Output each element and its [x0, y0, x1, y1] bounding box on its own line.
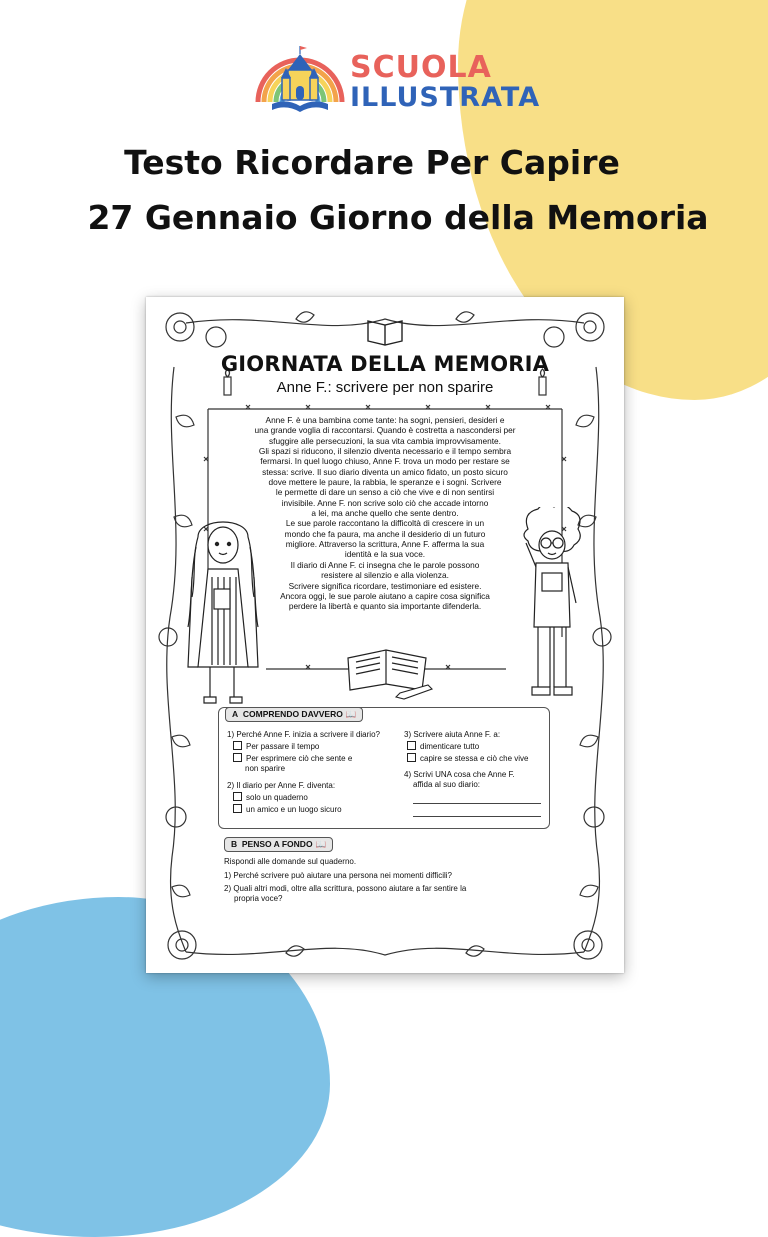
answer-line[interactable] [413, 816, 541, 817]
body-line: Scrivere significa ricordare, testimoniare ed esistere. [288, 580, 482, 591]
question-3: 3) Scrivere aiuta Anne F. a: [404, 730, 501, 739]
worksheet-body-text [226, 415, 544, 612]
body-line: Ancora oggi, le sue parole aiutano a capire cosa significa [280, 590, 490, 601]
pencil-icon [394, 683, 434, 701]
body-line: sfuggire alle persecuzioni, la sua vita cambia improvvisamente. [269, 435, 501, 446]
body-line: Anne F. è una bambina come tante: ha sogni, pensieri, desideri e [265, 415, 505, 425]
brand-name-line2: ILLUSTRATA [350, 82, 541, 113]
rainbow-castle-logo-icon [250, 40, 350, 118]
option-label: Per esprimere ciò che sente e [246, 754, 353, 763]
book-icon: 📖 [345, 709, 357, 719]
section-b-intro: Rispondi alle domande sul quaderno. [224, 857, 357, 866]
body-line: dove mettere le paure, la rabbia, le speranze e i sogni. Scrivere [268, 477, 502, 488]
body-line: le permette di dare un senso a ciò che vive e di non sentirsi [275, 487, 495, 498]
section-a-comprehension [218, 707, 550, 829]
checkbox[interactable] [233, 753, 242, 762]
book-icon: 📖 [315, 839, 327, 849]
brand-name-line1: SCUOLA [350, 50, 492, 85]
question-4: 4) Scrivi UNA cosa che Anne F. [404, 770, 515, 779]
boy-with-glasses-illustration [518, 507, 584, 702]
question-4-cont: affida al suo diario: [413, 780, 481, 789]
q1-option-1[interactable] [233, 741, 319, 752]
checkbox[interactable] [233, 741, 242, 750]
body-line: resistere al silenzio e alla violenza. [321, 570, 449, 581]
checkbox[interactable] [233, 804, 242, 813]
worksheet-title: GIORNATA DELLA MEMORIA [220, 352, 550, 376]
worksheet-preview[interactable] [146, 297, 624, 973]
section-a-title: COMPRENDO DAVVERO [242, 709, 343, 719]
section-b-title: PENSO A FONDO [241, 839, 313, 849]
body-line: mondo che fa paura, ma anche il desiderio di un futuro [284, 528, 486, 539]
body-line: Le sue parole raccontano la difficoltà di crescere in un [285, 518, 485, 529]
q2-option-1[interactable] [233, 792, 308, 803]
worksheet-subtitle: Anne F.: scrivere per non sparire [276, 379, 494, 396]
q3-option-1[interactable] [407, 741, 479, 752]
section-b-letter: B [231, 839, 238, 849]
body-line: una grande voglia di raccontarsi. Quando è costretta a nascondersi per [254, 425, 516, 436]
body-line: identità e la sua voce. [344, 549, 426, 560]
page-title-line1: Testo Ricordare Per Capire [124, 143, 620, 182]
checkbox[interactable] [233, 792, 242, 801]
checkbox[interactable] [407, 753, 416, 762]
q2-option-2[interactable] [233, 804, 342, 815]
question-1: 1) Perché Anne F. inizia a scrivere il diario? [227, 730, 380, 739]
brand-logo[interactable] [250, 40, 541, 120]
option-label: dimenticare tutto [420, 742, 480, 751]
page-title-line2: 27 Gennaio Giorno della Memoria [87, 198, 709, 237]
girl-with-diary-illustration [184, 517, 262, 707]
question-2: 2) Il diario per Anne F. diventa: [227, 781, 336, 790]
body-line: a lei, ma anche quello che sente dentro. [311, 508, 459, 519]
body-line: Il diario di Anne F. ci insegna che le parole possono [290, 559, 480, 570]
body-line: Gli spazi si riducono, il silenzio diventa necessario e il tempo sembra [258, 446, 512, 457]
section-b-question-1: 1) Perché scrivere può aiutare una persona nei momenti difficili? [224, 871, 452, 880]
option-label: capire se stessa e ciò che vive [420, 754, 529, 763]
section-a-letter: A [232, 709, 239, 719]
body-line: perdere la libertà e quanto sia importante difenderla. [288, 601, 482, 612]
body-line: invisibile. Anne F. non scrive solo ciò che accade intorno [281, 497, 489, 508]
q1-option-2[interactable] [233, 753, 352, 764]
q3-option-2[interactable] [407, 753, 529, 764]
q1-option-2-cont: non sparire [245, 764, 286, 773]
answer-line[interactable] [413, 803, 541, 804]
option-label: Per passare il tempo [246, 742, 320, 751]
option-label: solo un quaderno [246, 793, 308, 802]
section-b-question-2: 2) Quali altri modi, oltre alla scrittura, possono aiutare a far sentire la [224, 884, 467, 893]
section-b-question-2-cont: propria voce? [234, 894, 283, 903]
body-line: migliore. Attraverso la scrittura, Anne F. afferma la sua [285, 539, 485, 550]
section-b-label [224, 837, 333, 852]
body-line: fermarsi. In quel luogo chiuso, Anne F. trova un modo per restare se [260, 456, 510, 467]
body-line: stessa: scrive. Il suo diario diventa un amico fidato, un posto sicuro [262, 466, 508, 477]
option-label: un amico e un luogo sicuro [246, 805, 342, 814]
open-book-icon [368, 321, 402, 345]
section-a-label [225, 707, 363, 722]
checkbox[interactable] [407, 741, 416, 750]
